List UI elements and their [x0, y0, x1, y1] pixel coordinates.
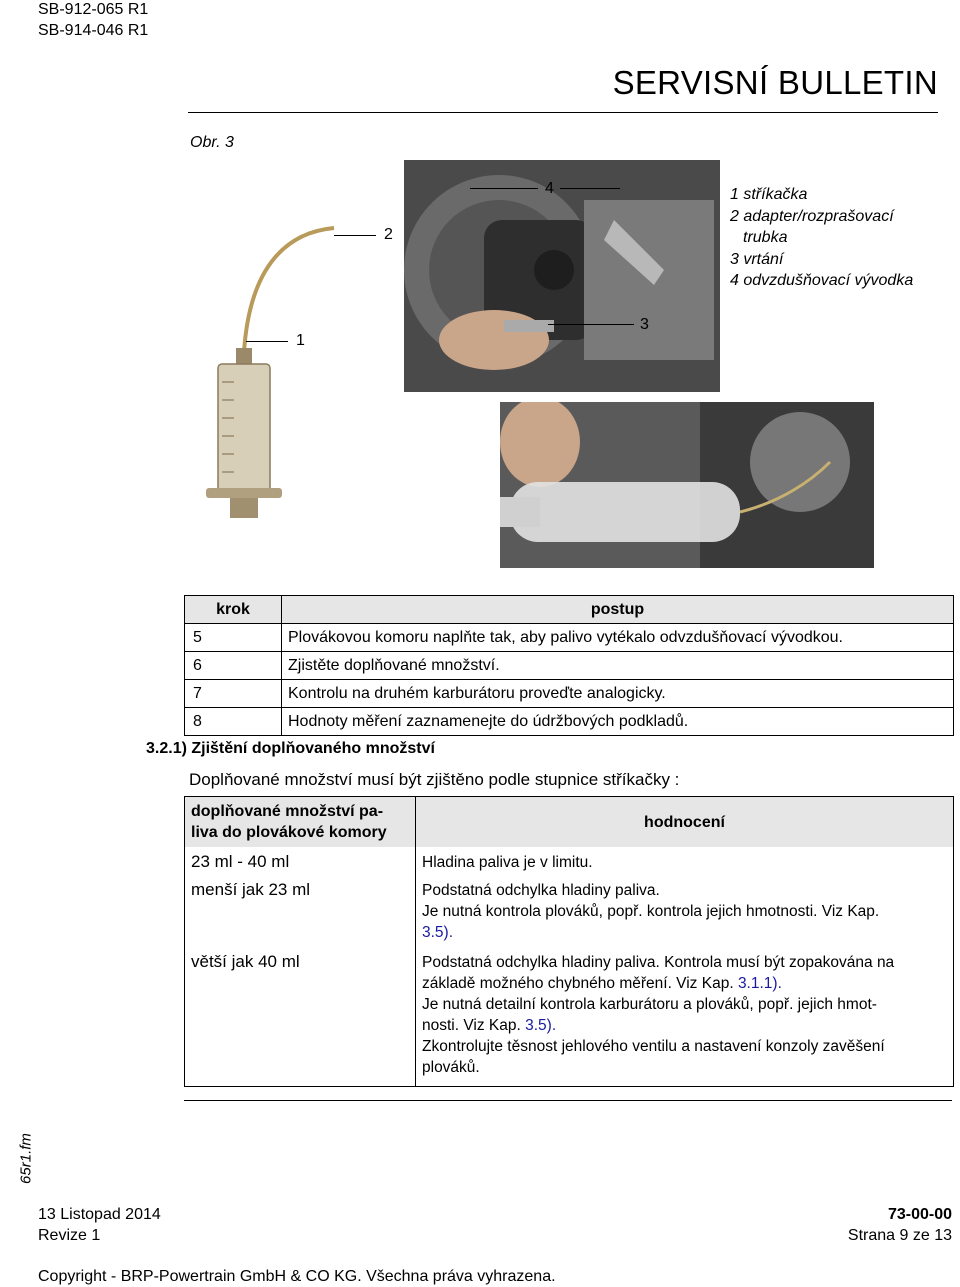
table-row: [185, 875, 954, 949]
amount-cell: 23 ml - 40 ml: [185, 847, 416, 875]
step-text: Kontrolu na druhém karburátoru proveďte analogicky.: [282, 680, 954, 708]
callout-4: 4: [545, 180, 554, 197]
step-number: 5: [185, 624, 282, 652]
table-row: [185, 652, 954, 680]
footer-date: 13 Listopad 2014: [38, 1206, 161, 1223]
callout-line-4b: [560, 188, 620, 189]
step-text: Hodnoty měření zaznamenejte do údržbových podkladů.: [282, 708, 954, 736]
header-amount-line2: liva do plovákové komory: [191, 824, 387, 841]
legend-item-4: 4 odvzdušňovací vývodka: [730, 272, 914, 289]
step-number: 6: [185, 652, 282, 680]
evaluation-line: Je nutná detailní kontrola karburátoru a plováků, popř. jejich hmot-: [422, 996, 877, 1013]
result-table-header: [185, 797, 954, 848]
page-title: SERVISNÍ BULLETIN: [612, 64, 938, 101]
table-row: [185, 624, 954, 652]
table-row: [185, 680, 954, 708]
chapter-link[interactable]: 3.1.1).: [737, 975, 782, 992]
header-amount: [185, 797, 416, 848]
steps-table: [184, 595, 954, 736]
steps-table-header: [185, 596, 954, 624]
callout-line-4: [470, 188, 538, 189]
chapter-link[interactable]: 3.5).: [525, 1017, 557, 1034]
callout-1: 1: [296, 332, 305, 349]
evaluation-cell: [416, 875, 954, 949]
document-code-2: SB-914-046 R1: [38, 22, 149, 39]
table-row: [185, 847, 954, 875]
evaluation-text: základě možného chybného měření. Viz Kap.: [422, 975, 738, 992]
chapter-link[interactable]: 3.5).: [422, 924, 454, 941]
evaluation-cell: [416, 949, 954, 1087]
callout-line-1: [246, 341, 288, 342]
callout-line-3: [548, 324, 634, 325]
evaluation-line: Podstatná odchylka hladiny paliva.: [422, 882, 660, 899]
title-rule: [188, 112, 938, 113]
file-tag: 65r1.fm: [17, 1133, 35, 1184]
legend-item-2: 2 adapter/rozprašovací: [730, 207, 894, 225]
header-evaluation: hodnocení: [416, 797, 954, 848]
table-row: [185, 708, 954, 736]
evaluation-text: nosti. Viz Kap.: [422, 1017, 526, 1034]
legend-item-3: 3 vrtání: [730, 250, 784, 268]
footer-doc-number: 73-00-00: [887, 1206, 952, 1223]
legend-item-2-cont: trubka: [743, 229, 788, 246]
legend-item-1: 1 stříkačka: [730, 186, 808, 203]
amount-cell: větší jak 40 ml: [185, 949, 416, 1087]
section-heading: 3.2.1) Zjištění doplňovaného množství: [146, 740, 435, 757]
syringe-filling-photo: [500, 402, 874, 568]
step-text: Plovákovou komoru naplňte tak, aby palivo vytékalo odvzdušňovací vývodkou.: [282, 624, 954, 652]
carburetor-photo: [404, 160, 720, 392]
callout-2: 2: [384, 226, 393, 243]
evaluation-line: plováků.: [422, 1059, 480, 1076]
step-text: Zjistěte doplňované množství.: [282, 652, 954, 680]
footer-rule: [184, 1100, 952, 1101]
syringe-illustration: [200, 222, 340, 522]
footer-revision: Revize 1: [38, 1227, 101, 1244]
callout-3: 3: [640, 316, 649, 333]
evaluation-cell: Hladina paliva je v limitu.: [422, 854, 593, 871]
section-text: Doplňované množství musí být zjištěno podle stupnice stříkačky :: [189, 770, 680, 789]
header-step: krok: [185, 596, 282, 624]
footer-page: Strana 9 ze 13: [847, 1227, 952, 1244]
step-number: 8: [185, 708, 282, 736]
header-procedure: postup: [282, 596, 954, 624]
callout-line-2: [334, 235, 376, 236]
header-amount-line1: doplňované množství pa-: [191, 803, 384, 820]
evaluation-line: Zkontrolujte těsnost jehlového ventilu a nastavení konzoly zavěšení: [422, 1038, 885, 1055]
step-number: 7: [185, 680, 282, 708]
evaluation-line: Je nutná kontrola plováků, popř. kontrola jejich hmotnosti. Viz Kap.: [422, 903, 880, 920]
evaluation-line: Podstatná odchylka hladiny paliva. Kontrola musí být zopakována na: [422, 954, 895, 971]
result-table: [184, 796, 954, 1087]
footer-copyright: Copyright - BRP-Powertrain GmbH & CO KG. Všechna práva vyhrazena.: [38, 1268, 556, 1285]
figure-caption: Obr. 3: [190, 134, 234, 151]
document-code-1: SB-912-065 R1: [38, 1, 149, 18]
figure-legend: [730, 184, 913, 292]
table-row: [185, 949, 954, 1087]
amount-cell: menší jak 23 ml: [185, 875, 416, 949]
